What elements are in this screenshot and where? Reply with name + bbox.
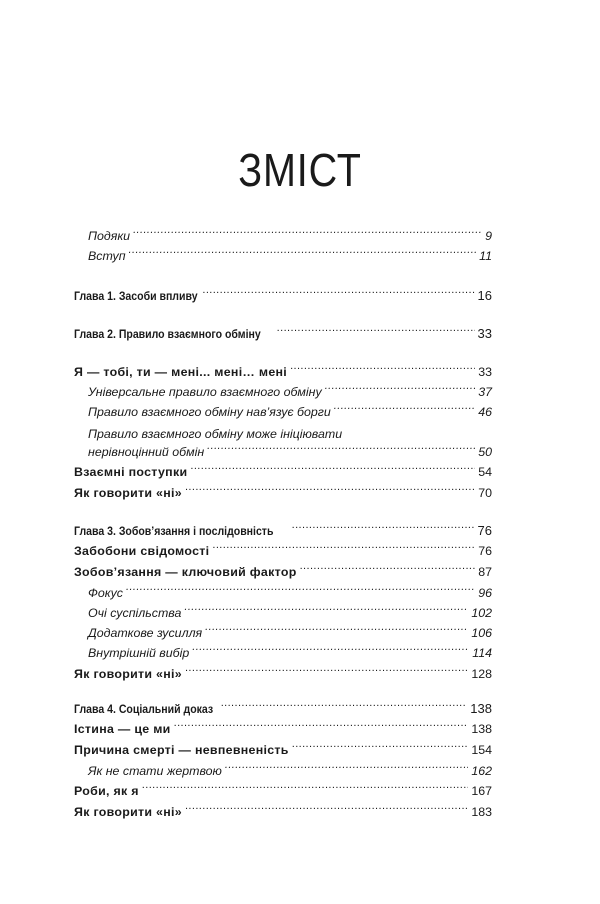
toc-section[interactable] xyxy=(74,664,492,684)
toc-page-number: 11 xyxy=(479,249,492,263)
toc-page-number: 102 xyxy=(471,606,492,620)
toc-section[interactable] xyxy=(74,541,492,561)
toc-page-number: 76 xyxy=(478,544,492,558)
toc-entry-title: Фокус xyxy=(88,586,123,600)
toc-page-number: 183 xyxy=(471,805,492,819)
toc-page-number: 46 xyxy=(478,405,492,419)
toc-section[interactable] xyxy=(74,462,492,482)
toc-section[interactable] xyxy=(74,483,492,503)
dot-leader xyxy=(292,740,469,754)
toc-entry-title: Я — тобі, ти — мені... мені… мені xyxy=(74,365,288,379)
toc-entry-title: Зобов’язання — ключовий фактор xyxy=(74,565,297,579)
toc-chapter[interactable] xyxy=(74,286,492,306)
toc-page-number: 76 xyxy=(477,523,492,538)
dot-leader xyxy=(185,664,468,678)
toc-entry-title: Причина смерті — невпевненість xyxy=(74,743,289,757)
dot-leader xyxy=(334,402,475,416)
toc-entry-text: Правило взаємного обміну може ініціювати xyxy=(88,427,343,441)
dot-leader xyxy=(129,246,477,260)
toc-section[interactable] xyxy=(74,719,492,739)
dot-leader xyxy=(185,802,468,816)
toc-entry-title: Глава 2. Правило взаємного обміну xyxy=(74,327,261,341)
dot-leader xyxy=(290,362,475,376)
toc-page-number: 54 xyxy=(478,465,492,479)
toc-page-number: 87 xyxy=(478,565,492,579)
toc-page-number: 33 xyxy=(477,326,492,341)
toc-entry-title: Глава 4. Соціальний доказ xyxy=(74,702,214,716)
toc-entry-title: Істина — це ми xyxy=(74,722,171,736)
toc-entry-title: Внутрішній вибір xyxy=(88,646,190,660)
toc-entry-title: Універсальне правило взаємного обміну xyxy=(88,385,322,399)
toc-page-number: 70 xyxy=(478,486,492,500)
toc-page-number: 128 xyxy=(471,667,492,681)
toc-page-number: 37 xyxy=(478,385,492,399)
toc-entry-title: нерівноцінний обмін xyxy=(88,445,205,459)
toc-page-number: 33 xyxy=(478,365,492,379)
toc-subsection[interactable] xyxy=(88,761,492,781)
toc-entry-title: Правило взаємного обміну нав’язує борги xyxy=(88,405,331,419)
toc-chapter[interactable] xyxy=(74,324,492,344)
toc-entry-title: Глава 1. Засоби впливу xyxy=(74,289,198,303)
toc-entry-title: Вступ xyxy=(88,249,126,263)
toc-entry-title: Забобони свідомості xyxy=(74,544,210,558)
toc-entry-title: Роби, як я xyxy=(74,784,139,798)
dot-leader xyxy=(142,781,469,795)
toc-section[interactable] xyxy=(74,781,492,801)
toc-subsection[interactable] xyxy=(88,246,492,266)
toc-subsection[interactable] xyxy=(88,643,492,663)
dot-leader xyxy=(292,521,475,535)
dot-leader xyxy=(212,541,475,555)
toc-entry-title: Подяки xyxy=(88,229,131,243)
toc-page-number: 106 xyxy=(471,626,492,640)
toc-page-number: 154 xyxy=(471,743,492,757)
toc-entry-title: Глава 3. Зобов’язання і послідовність xyxy=(74,524,274,538)
dot-leader xyxy=(221,699,468,713)
toc-entry-title: Як не стати жертвою xyxy=(88,764,222,778)
toc-page-number: 16 xyxy=(477,288,492,303)
dot-leader xyxy=(126,583,475,597)
dot-leader xyxy=(325,382,476,396)
toc-subsection[interactable] xyxy=(88,583,492,603)
dot-leader xyxy=(300,562,476,576)
page-title: ЗМІСТ xyxy=(238,144,362,196)
toc-page-number: 138 xyxy=(470,701,492,716)
toc-subsection[interactable] xyxy=(88,382,492,402)
toc-page-number: 114 xyxy=(472,646,492,660)
toc-subsection[interactable] xyxy=(88,402,492,422)
toc-page-number: 138 xyxy=(471,722,492,736)
toc-entry-title: Очі суспільства xyxy=(88,606,182,620)
toc-subsection[interactable] xyxy=(88,442,492,462)
toc-page-number: 167 xyxy=(471,784,492,798)
toc-page-number: 96 xyxy=(478,586,492,600)
dot-leader xyxy=(277,324,475,338)
toc-chapter[interactable] xyxy=(74,699,492,719)
dot-leader xyxy=(207,442,475,456)
dot-leader xyxy=(205,623,468,637)
toc-subsection[interactable] xyxy=(88,603,492,623)
dot-leader xyxy=(184,603,468,617)
toc-subsection[interactable] xyxy=(88,623,492,643)
toc-entry-title: Як говорити «ні» xyxy=(74,667,182,681)
toc-entry-title: Як говорити «ні» xyxy=(74,805,182,819)
dot-leader xyxy=(174,719,469,733)
toc-entry-title: Як говорити «ні» xyxy=(74,486,182,500)
dot-leader xyxy=(190,462,475,476)
dot-leader xyxy=(225,761,468,775)
dot-leader xyxy=(133,226,482,240)
toc-section[interactable] xyxy=(74,562,492,582)
toc-page-number: 162 xyxy=(471,764,492,778)
toc-page-number: 9 xyxy=(485,229,492,243)
toc-chapter[interactable] xyxy=(74,521,492,541)
toc-section[interactable] xyxy=(74,362,492,382)
dot-leader xyxy=(202,286,474,300)
toc-page-number: 50 xyxy=(478,445,492,459)
toc-entry-title: Взаємні поступки xyxy=(74,465,188,479)
toc-subsection[interactable] xyxy=(88,226,492,246)
toc-section[interactable] xyxy=(74,740,492,760)
toc-section[interactable] xyxy=(74,802,492,822)
toc-entry-title: Додаткове зусилля xyxy=(88,626,203,640)
dot-leader xyxy=(192,643,469,657)
dot-leader xyxy=(185,483,475,497)
